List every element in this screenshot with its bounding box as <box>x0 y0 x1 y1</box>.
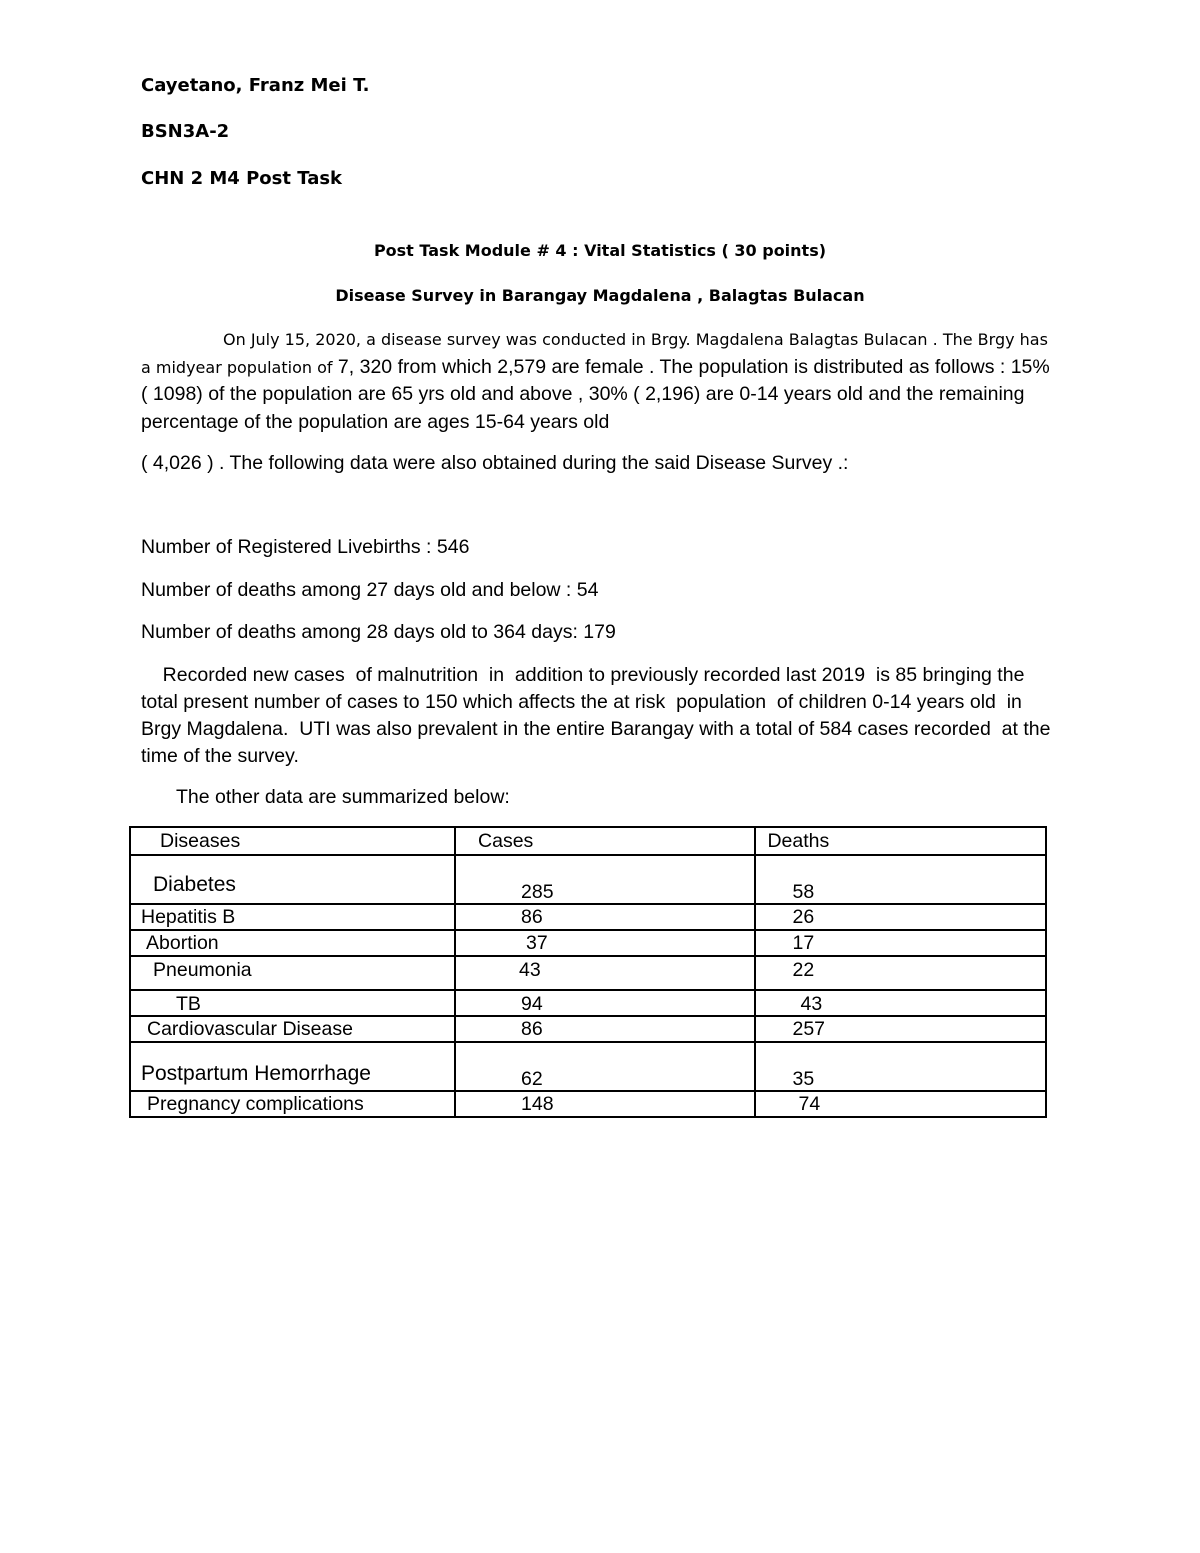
cell-disease: Pneumonia <box>130 956 455 990</box>
cell-disease: Postpartum Hemorrhage <box>130 1042 455 1091</box>
cell-cases: 86 <box>455 1016 755 1042</box>
cell-disease: Abortion <box>130 930 455 956</box>
cell-cases: 94 <box>455 990 755 1016</box>
cell-disease: Pregnancy complications <box>130 1091 455 1117</box>
stat-livebirths: Number of Registered Livebirths : 546 <box>141 536 470 558</box>
intro-paragraph <box>141 326 1061 436</box>
stat-neonatal-deaths: Number of deaths among 27 days old and below : 54 <box>141 579 599 601</box>
cell-deaths: 257 <box>755 1016 1046 1042</box>
cell-cases: 285 <box>455 855 755 904</box>
cell-cases: 62 <box>455 1042 755 1091</box>
cell-disease: Hepatitis B <box>130 904 455 930</box>
document-subtitle: Disease Survey in Barangay Magdalena , Balagtas Bulacan <box>335 286 865 305</box>
intro-text-part1: On July 15, 2020, a disease survey was conducted in Brgy. Magdalena Balagtas Bulacan . The Brgy has a midyear population of <box>141 330 1048 377</box>
table-row <box>130 1091 1046 1117</box>
task-label: CHN 2 M4 Post Task <box>141 168 343 189</box>
cell-cases: 86 <box>455 904 755 930</box>
table-row <box>130 1016 1046 1042</box>
cell-deaths: 26 <box>755 904 1046 930</box>
header-deaths: Deaths <box>755 827 1046 855</box>
cell-disease: TB <box>130 990 455 1016</box>
cell-deaths: 17 <box>755 930 1046 956</box>
stat-infant-deaths: Number of deaths among 28 days old to 364 days: 179 <box>141 621 616 643</box>
cell-disease: Diabetes <box>130 855 455 904</box>
header-cases: Cases <box>455 827 755 855</box>
malnutrition-paragraph: Recorded new cases of malnutrition in addition to previously recorded last 2019 is 85 bringing the total present number of cases to 150 which affects the at risk population of children 0-14 years old in Brgy Magdalena. UTI was also prevalent in the entire Barangay with a total of 584 cases recorded at the time of the survey. <box>141 664 1056 767</box>
cell-deaths: 43 <box>755 990 1046 1016</box>
header-diseases: Diseases <box>130 827 455 855</box>
disease-table <box>129 826 1047 1118</box>
document-title: Post Task Module # 4 : Vital Statistics ( 30 points) <box>373 241 827 260</box>
table-row <box>130 1042 1046 1091</box>
table-row <box>130 930 1046 956</box>
table-row <box>130 956 1046 990</box>
student-name: Cayetano, Franz Mei T. <box>141 75 370 96</box>
cell-cases: 43 <box>455 956 755 990</box>
cell-deaths: 35 <box>755 1042 1046 1091</box>
intro-text-part2: 7, 320 from which 2,579 are female . The population is distributed as follows : 15% ( 1098) of the population are 65 yrs old and above , 30% ( 2,196) are 0-14 years old and the remaining percentage of the population are ages 15-64 years old <box>141 355 1050 433</box>
table-row <box>130 855 1046 904</box>
summary-intro: The other data are summarized below: <box>176 786 510 808</box>
cell-cases: 148 <box>455 1091 755 1117</box>
table-header-row <box>130 827 1046 855</box>
cell-cases: 37 <box>455 930 755 956</box>
table-row <box>130 904 1046 930</box>
cell-deaths: 22 <box>755 956 1046 990</box>
student-section: BSN3A-2 <box>141 121 230 142</box>
intro-text-part3: ( 4,026 ) . The following data were also obtained during the said Disease Survey .: <box>141 452 849 474</box>
cell-disease: Cardiovascular Disease <box>130 1016 455 1042</box>
table-row <box>130 990 1046 1016</box>
cell-deaths: 58 <box>755 855 1046 904</box>
cell-deaths: 74 <box>755 1091 1046 1117</box>
